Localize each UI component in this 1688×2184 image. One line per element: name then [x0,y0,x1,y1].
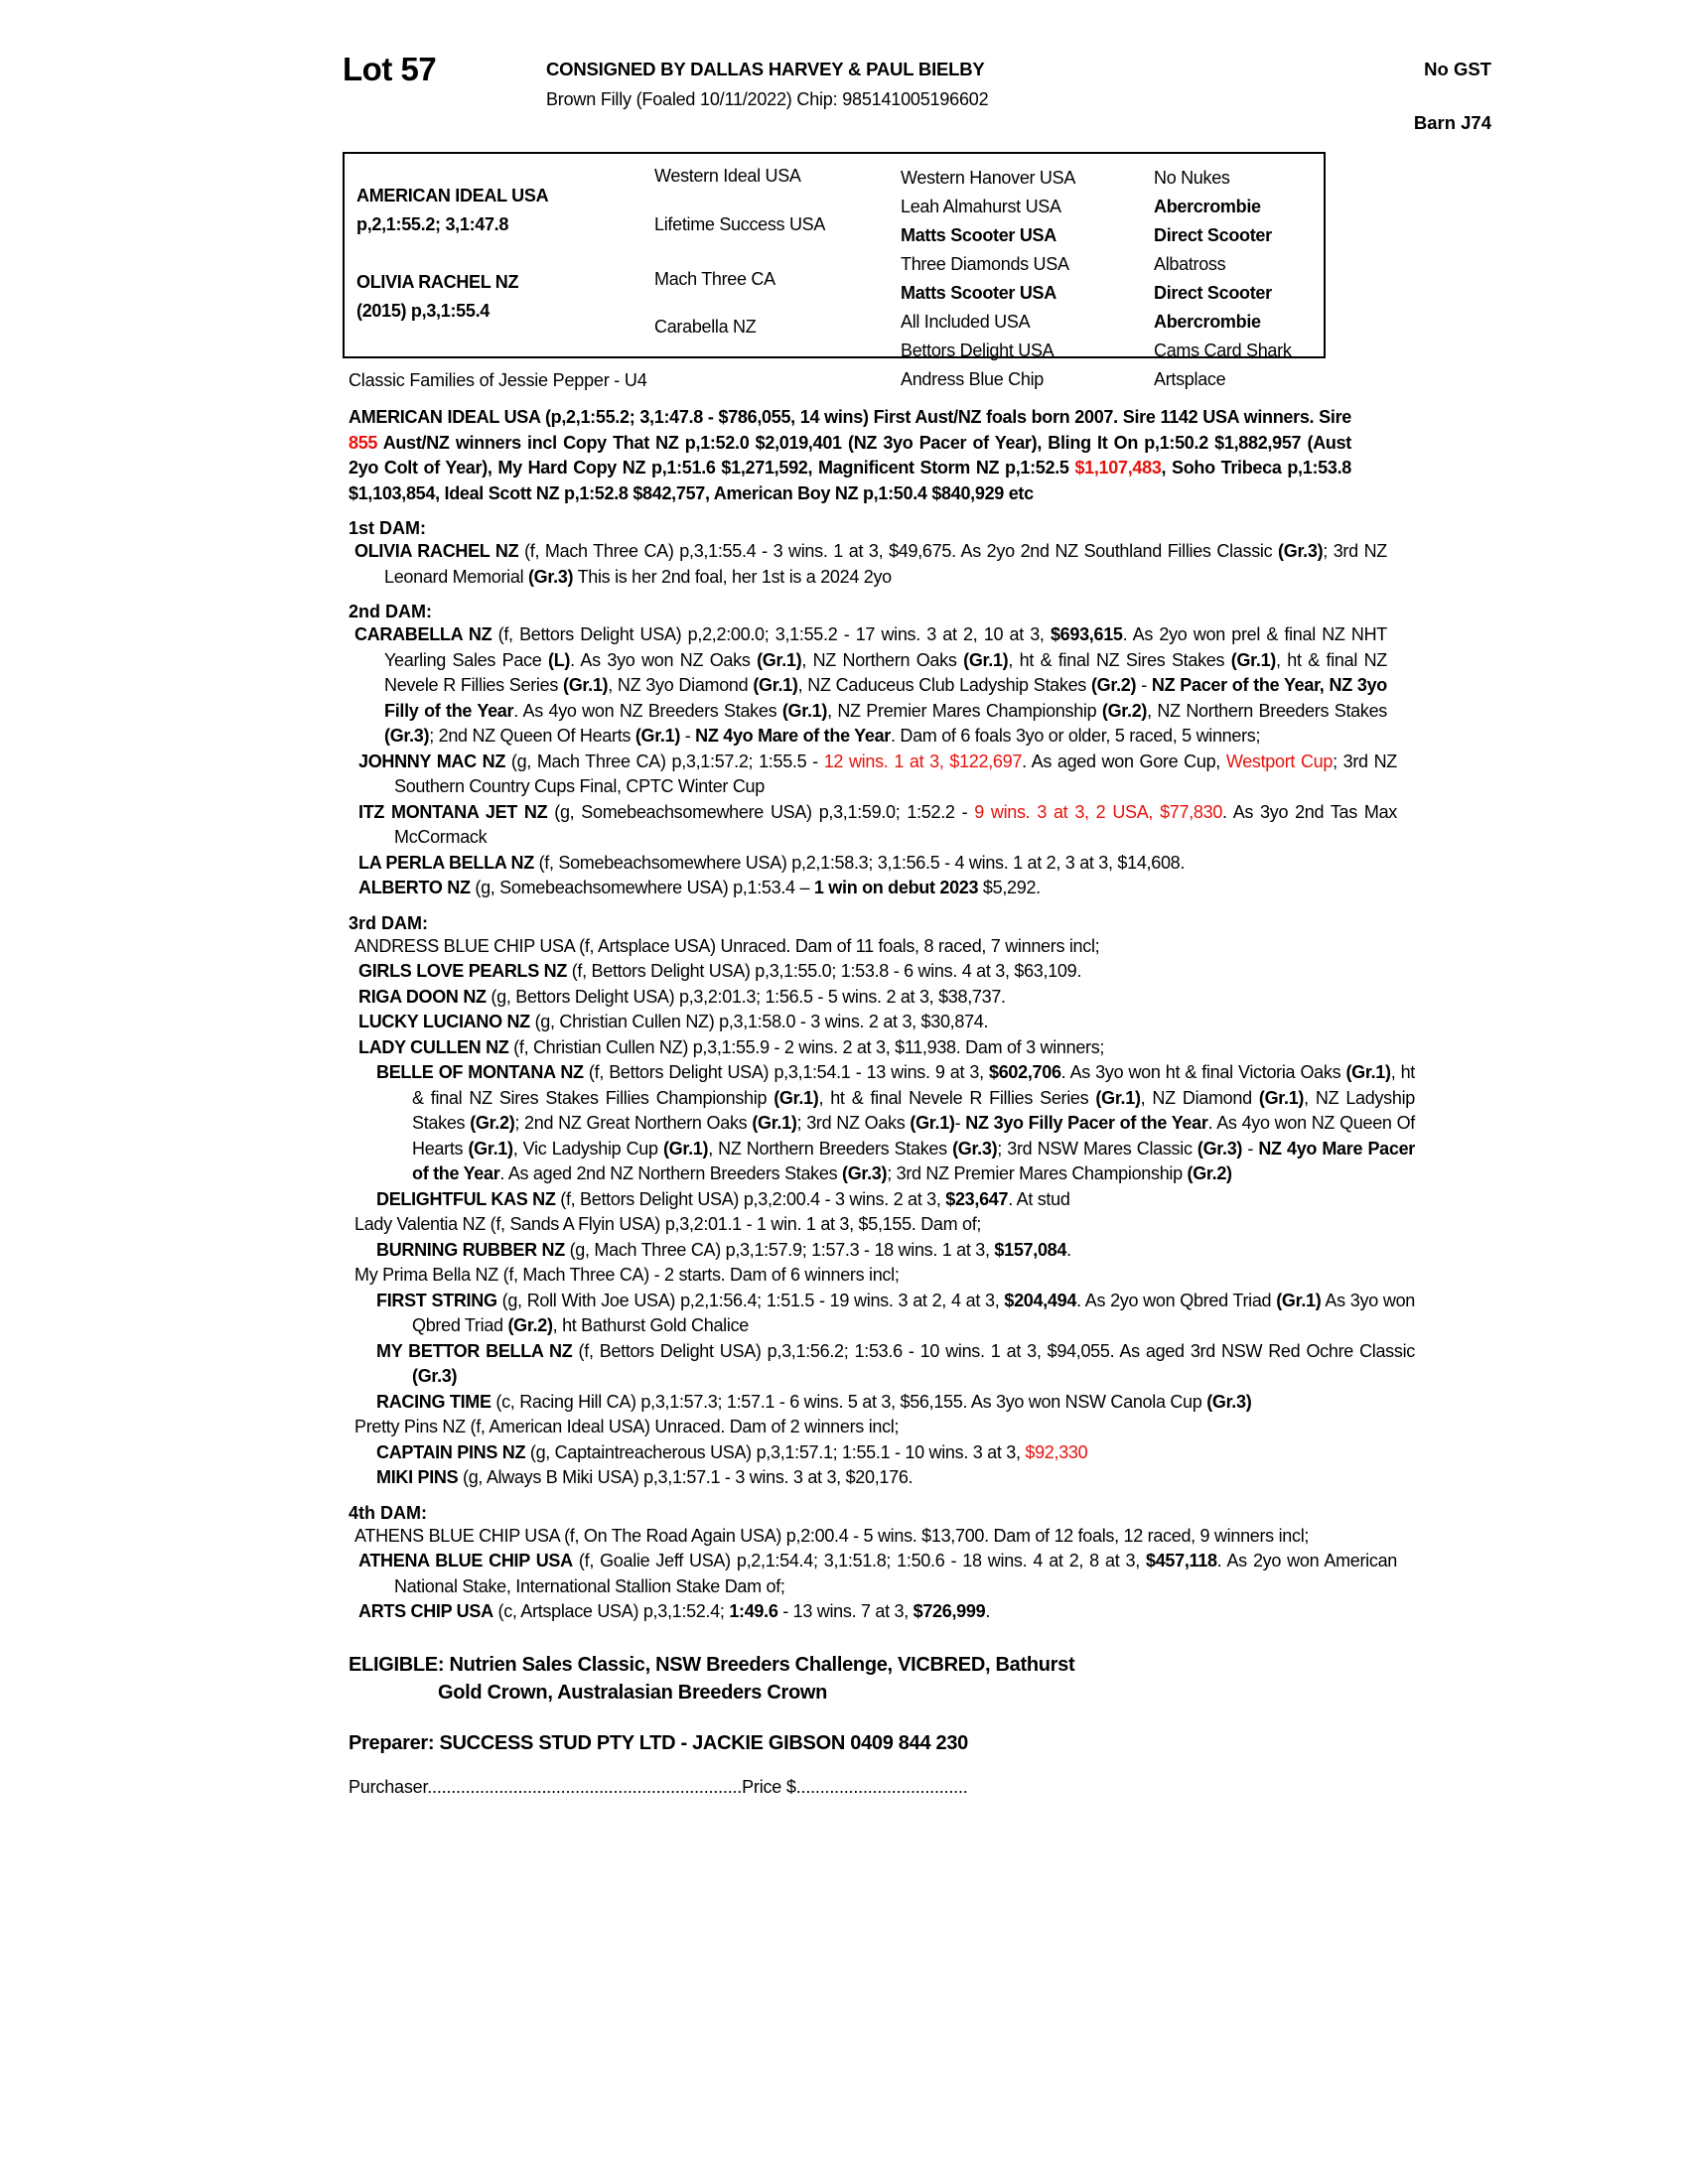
progeny-riga-doon [349,985,1397,1011]
progeny-text: (g, Bettors Delight USA) p,3,2:01.3; 1:56.5 - 5 wins. 2 at 3, $38,737. [486,986,1006,1007]
second-dam-grade-8: (Gr.2) [1101,700,1148,721]
progeny-text: (f, Sands A Flyin USA) p,3,2:01.1 - 1 win. 1 at 3, $5,155. Dam of; [485,1214,982,1234]
progeny-my-prima-bella [349,1263,1387,1289]
first-dam-grade-2: (Gr.3) [527,566,574,587]
text-a: (c, Artsplace USA) p,3,1:52.4; [492,1601,730,1621]
grade-1: (Gr.1) [1276,1290,1322,1310]
gggp-4: Albatross [1154,254,1226,274]
text-d: , ht Bathurst Gold Chalice [552,1315,749,1335]
grade-7: (Gr.1) [910,1113,955,1133]
text-e: , NZ Diamond [1140,1087,1259,1108]
second-dam-grade-4: (Gr.1) [563,675,609,695]
third-dam-text: (f, Artsplace USA) Unraced. Dam of 11 foals, 8 raced, 7 winners incl; [574,935,1100,956]
text-b: . As 2yo won American National Stake, International Stallion Stake Dam of; [394,1551,1398,1596]
progeny-name: MY BETTOR BELLA NZ [376,1340,573,1361]
ggp-1: Western Hanover USA [901,168,1076,188]
lot-number: Lot 57 [343,51,437,87]
second-dam-text12: , NZ Northern Breeders Stakes [1147,700,1387,721]
second-dam-text7: , NZ 3yo Diamond [608,675,754,695]
text-o: . As aged 2nd NZ Northern Breeders Stakes [499,1163,842,1183]
sire-sire: Western Ideal USA [654,166,801,186]
text-c: . [985,1601,991,1621]
first-dam-entry [349,539,1387,590]
second-dam-text3: . As 3yo won NZ Oaks [570,649,758,670]
second-dam-grade-9: (Gr.3) [384,726,430,746]
grade-11: (Gr.3) [1196,1138,1243,1159]
third-dam-name: ANDRESS BLUE CHIP USA [354,935,575,956]
purchaser-price-line: Purchaser..................................................................Price $.................................... [349,1776,968,1797]
text-f: , NZ Ladyship Stakes [412,1087,1416,1133]
text-a: (f, Bettors Delight USA) p,3,2:00.4 - 3 wins. 2 at 3, [555,1188,946,1209]
progeny-text: (f, Bettors Delight USA) p,3,1:55.0; 1:53.8 - 6 wins. 4 at 3, $63,109. [567,961,1082,981]
earnings-highlight: $92,330 [1025,1441,1088,1462]
gggp-7: Cams Card Shark [1154,341,1292,360]
best-time: 1:49.6 [729,1601,778,1621]
text-l: , NZ Northern Breeders Stakes [708,1138,953,1159]
fourth-dam-name: ATHENS BLUE CHIP USA [354,1525,560,1546]
ggp-4: Three Diamonds USA [901,254,1069,274]
text-a: (f, Bettors Delight USA) p,3,1:54.1 - 13 wins. 9 at 3, [583,1062,989,1082]
third-dam-heading: 3rd DAM: [349,912,428,933]
barn-number: Barn J74 [1413,112,1491,133]
progeny-name: RACING TIME [376,1391,492,1412]
text-b: . At stud [1008,1188,1070,1209]
grade-5: (Gr.2) [470,1113,515,1133]
grade-8: (Gr.1) [468,1138,513,1159]
second-dam-text15: . Dam of 6 foals 3yo or older, 5 raced, 5 winners; [891,726,1261,746]
gst-status: No GST [1424,59,1491,79]
progeny-name: GIRLS LOVE PEARLS NZ [358,961,568,981]
dam-record: (2015) p,3,1:55.4 [356,301,490,321]
gggp-8: Artsplace [1154,369,1226,389]
progeny-la-perla-bella [349,851,1397,877]
sire-summary-part2: Aust/NZ winners incl Copy That NZ p,1:52.0 $2,019,401 (NZ 3yo Pacer of Year), Bling It On p,1:50.2 $1,882,957 (Aust 2yo Colt of Year), My Hard Copy NZ p,1:51.6 $1,271,592, Magnificent Storm NZ p,1:52.5 [349,432,1351,478]
progeny-johnny-mac [349,750,1397,800]
text-a: (c, Racing Hill CA) p,3,1:57.3; 1:57.1 - 6 wins. 5 at 3, $56,155. As 3yo won NSW Canola Cup [491,1391,1207,1412]
gggp-1: No Nukes [1154,168,1230,188]
progeny-text-a: (g, Somebeachsomewhere USA) p,3,1:59.0; 1:52.2 - [547,801,975,822]
second-dam-heading: 2nd DAM: [349,602,432,621]
progeny-itz-montana-jet [349,800,1397,851]
gggp-3: Direct Scooter [1154,225,1272,245]
first-dam-text-a: (f, Mach Three CA) p,3,1:55.4 - 3 wins. 1 at 3, $49,675. As 2yo 2nd NZ Southland Fillies Classic [518,541,1279,561]
eligibility-block [349,1651,1539,1706]
progeny-name: Pretty Pins NZ [354,1417,466,1436]
first-dam-text-b: ; 3rd NZ Leonard Memorial [384,541,1387,587]
progeny-text-b: $5,292. [978,878,1041,897]
progeny-belle-of-montana [349,1060,1415,1187]
second-dam-earnings: $693,615 [1050,624,1123,644]
progeny-name: My Prima Bella NZ [354,1265,498,1285]
text-b: . As 2yo won Qbred Triad [1076,1290,1277,1310]
progeny-wins-highlight: 12 wins. 1 at 3, $122,697 [823,751,1023,771]
text-c: , ht & final NZ Sires Stakes Fillies Championship [412,1062,1415,1108]
sire-earnings-highlight: $1,107,483 [1074,458,1162,478]
third-dam-entry [349,934,1387,960]
earnings: $602,706 [988,1062,1061,1082]
preparer-line: Preparer: SUCCESS STUD PTY LTD - JACKIE GIBSON 0409 844 230 [349,1731,968,1754]
progeny-text-a: (g, Somebeachsomewhere USA) p,1:53.4 – [470,878,814,897]
second-dam-text4: , NZ Northern Oaks [801,649,964,670]
text-k: , Vic Ladyship Cup [512,1138,663,1159]
progeny-name: BELLE OF MONTANA NZ [376,1062,584,1082]
sire-winners-count: 855 [349,432,378,453]
second-dam-grade-7: (Gr.1) [781,700,828,721]
text-d: , ht & final Nevele R Fillies Series [818,1087,1096,1108]
progeny-name: MIKI PINS [376,1467,459,1487]
text-a: (f, Goalie Jeff USA) p,2,1:54.4; 3,1:51.8; 1:50.6 - 18 wins. 4 at 2, 8 at 3, [572,1551,1146,1570]
text-p: ; 3rd NZ Premier Mares Championship [887,1163,1188,1183]
progeny-pretty-pins [349,1415,1387,1440]
second-dam-text11: , NZ Premier Mares Championship [827,700,1102,721]
second-dam-grade-3: (Gr.1) [1230,649,1276,670]
ggp-3: Matts Scooter USA [901,225,1056,245]
progeny-name: RIGA DOON NZ [358,986,487,1007]
progeny-wins-highlight: 9 wins. 3 at 3, 2 USA, $77,830 [974,801,1223,822]
fourth-dam-heading: 4th DAM: [349,1502,427,1523]
grade-2: (Gr.1) [774,1087,819,1108]
earnings: $204,494 [1004,1290,1077,1310]
sire-record: p,2,1:55.2; 3,1:47.8 [356,214,509,234]
progeny-alberto [349,876,1397,901]
grade-10: (Gr.3) [952,1138,998,1159]
award-2: NZ 4yo Mare Pacer of the Year [412,1138,1415,1183]
text-j: . As 4yo won NZ Queen Of Hearts [412,1113,1415,1159]
progeny-miki-pins [349,1465,1415,1491]
grade-2: (Gr.2) [507,1315,553,1335]
progeny-text-b: . As aged won Gore Cup, [1022,751,1226,771]
progeny-text-b: . As 3yo 2nd Tas Max McCormack [394,801,1398,847]
progeny-text-a: (g, Mach Three CA) p,3,1:57.2; 1:55.5 - [505,751,824,771]
progeny-race-highlight: Westport Cup [1225,751,1334,771]
gggp-6: Abercrombie [1154,312,1261,332]
second-dam-listed: (L) [548,649,571,670]
progeny-name: ATHENA BLUE CHIP USA [358,1551,573,1570]
progeny-text-c: ; 3rd NZ Southern Country Cups Final, CPTC Winter Cup [394,751,1397,796]
progeny-lady-valentia [349,1212,1387,1238]
text-b: . As 3yo won ht & final Victoria Oaks [1060,1062,1346,1082]
grade-6: (Gr.1) [752,1113,797,1133]
grade-1: (Gr.3) [412,1366,458,1386]
progeny-text: (f, Mach Three CA) - 2 starts. Dam of 6 winners incl; [497,1265,900,1285]
first-dam-name: OLIVIA RACHEL NZ [354,541,519,561]
second-dam-text: (f, Bettors Delight USA) p,2,2:00.0; 3,1:55.2 - 17 wins. 3 at 2, 10 at 3, [492,624,1051,644]
progeny-lady-cullen [349,1035,1397,1061]
second-dam-grade-5: (Gr.1) [753,675,798,695]
eligibility-line-1: ELIGIBLE: Nutrien Sales Classic, NSW Breeders Challenge, VICBRED, Bathurst [349,1653,1075,1676]
progeny-girls-love-pearls [349,959,1397,985]
progeny-name: JOHNNY MAC NZ [358,751,506,771]
award-1: NZ 3yo Filly Pacer of the Year [965,1113,1208,1133]
progeny-name: ARTS CHIP USA [358,1601,493,1621]
fourth-dam-entry [349,1524,1387,1550]
text-b: - 13 wins. 7 at 3, [777,1601,914,1621]
progeny-name: BURNING RUBBER NZ [376,1239,565,1260]
earnings: $157,084 [994,1239,1067,1260]
progeny-name: LA PERLA BELLA NZ [358,852,534,873]
sire-summary-part1: AMERICAN IDEAL USA (p,2,1:55.2; 3,1:47.8 - $786,055, 14 wins) First Aust/NZ foals born 2007. Sire 1142 USA winners. Sire [349,407,1351,427]
progeny-debut-win: 1 win on debut 2023 [813,878,979,897]
second-dam-grade-2: (Gr.1) [963,649,1009,670]
progeny-name: ITZ MONTANA JET NZ [358,801,548,822]
sire-summary-paragraph [349,405,1351,506]
second-dam-grade-6: (Gr.2) [1090,675,1137,695]
progeny-name: ALBERTO NZ [358,878,471,897]
text-n: - [1242,1138,1259,1159]
second-dam-text2: . As 2yo won prel & final NZ NHT Yearling Sales Pace [384,624,1388,670]
earnings: $457,118 [1145,1551,1217,1570]
second-dam-text10: . As 4yo won NZ Breeders Stakes [513,700,782,721]
gggp-2: Abercrombie [1154,197,1261,216]
progeny-name: Lady Valentia NZ [354,1214,486,1234]
second-dam-entry [349,622,1387,750]
ggp-2: Leah Almahurst USA [901,197,1061,216]
second-dam-award-1: NZ Pacer of the Year, NZ 3yo Filly of the Year [384,675,1387,721]
foal-details-line: Brown Filly (Foaled 10/11/2022) Chip: 985141005196602 [546,89,989,109]
progeny-delightful-kas [349,1187,1415,1213]
grade-4: (Gr.1) [1258,1087,1305,1108]
second-dam-award-2: NZ 4yo Mare of the Year [695,726,891,746]
dam-sire: Mach Three CA [654,269,775,289]
progeny-text: (g, Always B Miki USA) p,3,1:57.1 - 3 wins. 3 at 3, $20,176. [458,1467,914,1487]
sire-summary-part3: , Soho Tribeca p,1:53.8 $1,103,854, Ideal Scott NZ p,1:52.8 $842,757, American Boy NZ p,1:50.4 $840,929 etc [349,458,1351,503]
second-dam-grade-10: (Gr.1) [634,726,681,746]
sire-name: AMERICAN IDEAL USA [356,186,549,205]
progeny-text-a: (f, Somebeachsomewhere USA) p,2,1:58.3; 3,1:56.5 - 4 wins. 1 at 2, 3 at 3, $14,608. [533,852,1186,873]
second-dam-grade-1: (Gr.1) [757,649,802,670]
progeny-name: FIRST STRING [376,1290,497,1310]
eligibility-line-2: Gold Crown, Australasian Breeders Crown [438,1681,828,1704]
ggp-5: Matts Scooter USA [901,283,1056,303]
fourth-dam-text: (f, On The Road Again USA) p,2:00.4 - 5 wins. $13,700. Dam of 12 foals, 12 raced, 9 winners incl; [559,1525,1310,1546]
earnings: $23,647 [945,1188,1009,1209]
text-a: (g, Captaintreacherous USA) p,3,1:57.1; 1:55.1 - 10 wins. 3 at 3, [525,1441,1026,1462]
page-header [343,45,1539,144]
text-a: (g, Mach Three CA) p,3,1:57.9; 1:57.3 - 18 wins. 1 at 3, [564,1239,995,1260]
progeny-text: (g, Christian Cullen NZ) p,3,1:58.0 - 3 wins. 2 at 3, $30,874. [529,1012,989,1031]
text-c: As 3yo won Qbred Triad [412,1290,1415,1335]
progeny-name: LADY CULLEN NZ [358,1036,509,1057]
progeny-first-string [349,1289,1415,1339]
text-h: ; 3rd NZ Oaks [796,1113,911,1133]
progeny-name: DELIGHTFUL KAS NZ [376,1188,556,1209]
progeny-text: (f, American Ideal USA) Unraced. Dam of 2 winners incl; [465,1417,900,1436]
progeny-my-bettor-bella [349,1339,1415,1390]
grade-13: (Gr.2) [1187,1163,1232,1183]
text-g: ; 2nd NZ Great Northern Oaks [514,1113,753,1133]
text-a: (f, Bettors Delight USA) p,3,1:56.2; 1:53.6 - 10 wins. 1 at 3, $94,055. As aged 3rd NSW Red Ochre Classic [572,1340,1415,1361]
sire-dam: Lifetime Success USA [654,214,826,234]
text-i: - [954,1113,966,1133]
classic-families-line: Classic Families of Jessie Pepper - U4 [349,370,647,390]
earnings: $726,999 [913,1601,986,1621]
progeny-name: LUCKY LUCIANO NZ [358,1012,530,1031]
second-dam-text9: - [1136,675,1152,695]
progeny-captain-pins [349,1440,1415,1466]
dam-dam: Carabella NZ [654,317,757,337]
second-dam-text5: , ht & final NZ Sires Stakes [1008,649,1231,670]
grade-1: (Gr.1) [1345,1062,1391,1082]
progeny-racing-time [349,1390,1415,1416]
progeny-name: CAPTAIN PINS NZ [376,1441,526,1462]
first-dam-heading: 1st DAM: [349,518,427,538]
progeny-burning-rubber [349,1238,1415,1264]
dam-name: OLIVIA RACHEL NZ [356,272,519,292]
progeny-arts-chip [349,1599,1397,1625]
second-dam-text8: , NZ Caduceus Club Ladyship Stakes [797,675,1091,695]
ggp-8: Andress Blue Chip [901,369,1044,389]
second-dam-text14: - [680,726,696,746]
text-m: ; 3rd NSW Mares Classic [997,1138,1197,1159]
ggp-6: All Included USA [901,312,1031,332]
second-dam-text13: ; 2nd NZ Queen Of Hearts [429,726,635,746]
second-dam-name: CARABELLA NZ [354,624,492,644]
first-dam-grade-1: (Gr.3) [1278,541,1324,561]
grade-12: (Gr.3) [842,1163,888,1183]
grade-3: (Gr.1) [1095,1087,1141,1108]
gggp-5: Direct Scooter [1154,283,1272,303]
text-a: (g, Roll With Joe USA) p,2,1:56.4; 1:51.5 - 19 wins. 3 at 2, 4 at 3, [496,1290,1005,1310]
progeny-athena-blue-chip [349,1549,1397,1599]
consignor-line: CONSIGNED BY DALLAS HARVEY & PAUL BIELBY [546,59,985,79]
text-b: . [1066,1239,1071,1260]
progeny-lucky-luciano [349,1010,1397,1035]
first-dam-text-c: This is her 2nd foal, her 1st is a 2024 2yo [573,566,892,587]
ggp-7: Bettors Delight USA [901,341,1055,360]
grade-1: (Gr.3) [1206,1391,1252,1412]
grade-9: (Gr.1) [662,1138,709,1159]
second-dam-text6: , ht & final NZ Nevele R Fillies Series [384,649,1387,695]
progeny-text: (f, Christian Cullen NZ) p,3,1:55.9 - 2 wins. 2 at 3, $11,938. Dam of 3 winners; [508,1036,1105,1057]
